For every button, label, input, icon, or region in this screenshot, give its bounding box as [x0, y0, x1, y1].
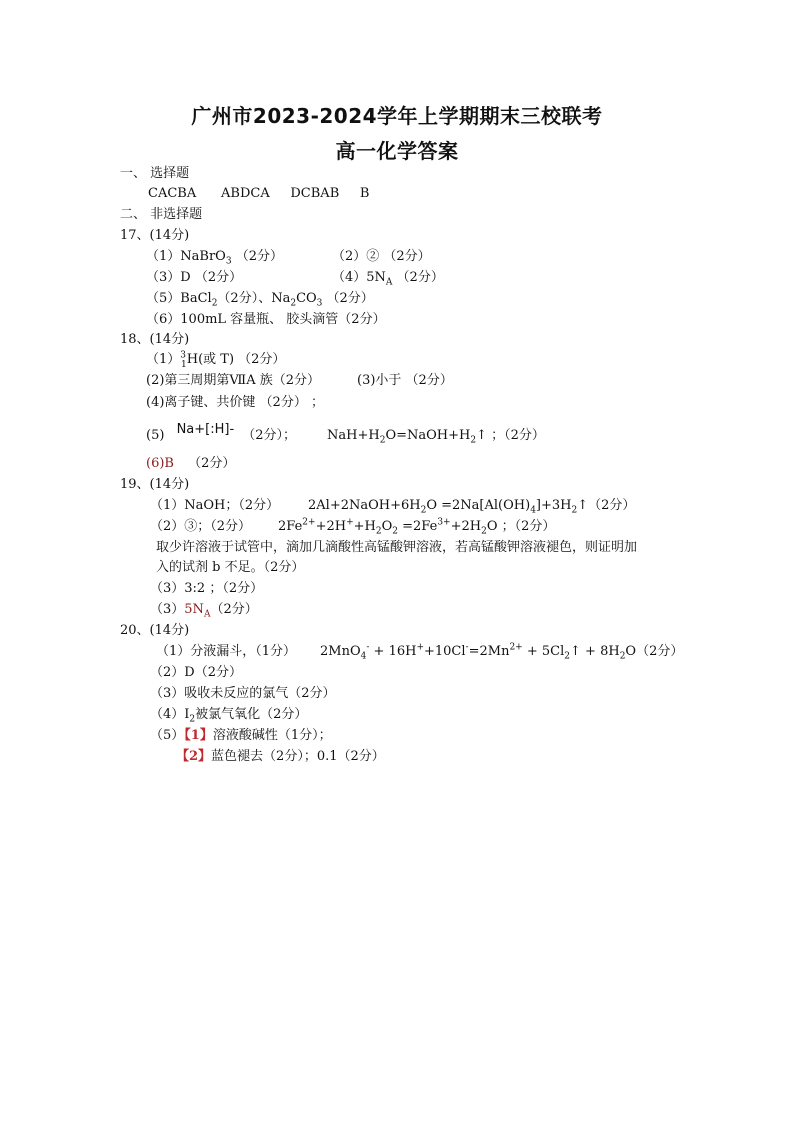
- bracket-label: 【2】: [176, 749, 212, 764]
- q19-equation1: [308, 498, 635, 514]
- sup: -: [366, 642, 370, 653]
- text: 被氯气氧化（2分）: [195, 707, 308, 722]
- text: NaH+H: [327, 428, 380, 443]
- choice-answers: CACBA ABDCA DCBAB B: [148, 186, 370, 201]
- text: （2分）；: [242, 428, 297, 443]
- text: ]+3H: [535, 498, 572, 513]
- text: =2Mn: [468, 644, 510, 659]
- q18-part5: [146, 422, 297, 444]
- sup: 3+: [437, 517, 451, 528]
- sub: 2: [571, 505, 578, 516]
- text: （2分）: [392, 270, 444, 285]
- q18-label: 18、(14分): [120, 332, 190, 347]
- q18-part6: [146, 456, 235, 472]
- document-title: 广州市2023-2024学年上学期期末三校联考: [191, 104, 603, 128]
- text: O=NaOH+H: [385, 428, 471, 443]
- sub: 1: [181, 359, 187, 370]
- text: （2分）: [183, 456, 236, 471]
- q19-equation2: [278, 519, 555, 535]
- text: +10Cl: [424, 644, 466, 659]
- sup: +: [346, 517, 354, 528]
- sup: 2+: [509, 642, 523, 653]
- text: +2H: [315, 519, 347, 534]
- text: CO: [296, 291, 317, 306]
- text: O ；（2分）: [486, 519, 556, 534]
- sub: 2: [375, 526, 382, 537]
- sub: 2: [564, 651, 571, 662]
- text: （2分）: [210, 602, 258, 617]
- text: 5N: [184, 602, 204, 617]
- text: （4）I: [150, 707, 190, 722]
- q20-part2: （2）D（2分）: [150, 665, 242, 680]
- sub: 2: [481, 526, 487, 537]
- text: （4）5N: [332, 270, 386, 285]
- q17-part3: （3）D （2分）: [146, 270, 243, 285]
- sub: 2: [420, 505, 427, 516]
- sub: 4: [530, 505, 536, 516]
- q19-part1: （1）NaOH；（2分）: [150, 498, 280, 513]
- text: (6)B: [146, 456, 174, 471]
- q18-part4: (4)离子键、共价键 （2分） ；: [146, 395, 324, 410]
- section2-heading: 二、 非选择题: [120, 207, 203, 222]
- sub: A: [385, 277, 393, 288]
- text: ↑ + 8H: [570, 644, 620, 659]
- q20-part5: [150, 728, 332, 744]
- q18-equation: [327, 428, 545, 444]
- sup: 3: [180, 350, 187, 361]
- text: 蓝色褪去（2分）；0.1（2分）: [211, 749, 385, 764]
- text: （1）NaBrO: [146, 249, 226, 264]
- sub: 2: [379, 435, 386, 446]
- text: 2Fe: [278, 519, 303, 534]
- q19-part2: （2）③；（2分）: [150, 519, 252, 534]
- text: +H: [353, 519, 376, 534]
- text: =2Fe: [398, 519, 438, 534]
- q19-explanation-line2: 入的试剂 b 不足。（2分）: [156, 560, 305, 575]
- q17-part2: （2）② （2分）: [332, 249, 431, 264]
- text: 2Al+2NaOH+6H: [308, 498, 421, 513]
- q18-part1: [146, 352, 285, 368]
- sub: 3: [225, 256, 232, 267]
- text: ↑ ；（2分）: [476, 428, 545, 443]
- sub: 4: [360, 651, 367, 662]
- text: （1）: [146, 352, 181, 367]
- sup: +: [416, 642, 424, 653]
- text: （5）: [150, 728, 185, 743]
- q19-part3: （3）3:2 ；（2分）: [150, 581, 264, 596]
- q20-part1: （1）分液漏斗，（1分）: [156, 644, 297, 659]
- sub: 3: [316, 298, 323, 309]
- q19-label: 19、(14分): [120, 477, 190, 492]
- sup: 2+: [302, 517, 316, 528]
- q20-equation: [320, 644, 683, 660]
- text: ↑（2分）: [577, 498, 636, 513]
- q17-part1: [146, 249, 283, 265]
- q17-part4: [332, 270, 444, 286]
- sub: 2: [189, 714, 196, 725]
- text: 2MnO: [320, 644, 361, 659]
- text: （5）BaCl: [146, 291, 212, 306]
- q18-part3: (3)小于 （2分）: [357, 373, 453, 388]
- text: （3）: [150, 602, 185, 617]
- sub: 2: [290, 298, 297, 309]
- q20-part3: （3）吸收未反应的氯气（2分）: [150, 686, 336, 701]
- bracket-label: 【1】: [184, 728, 213, 743]
- q20-part5-2: [176, 749, 385, 765]
- nah-electron-formula: Na+[:H]-: [176, 422, 235, 437]
- text: H(或 T) （2分）: [186, 352, 286, 367]
- q17-part5: [146, 291, 374, 307]
- text: （2分）: [322, 291, 374, 306]
- text: + 5Cl: [522, 644, 565, 659]
- sub: A: [203, 609, 211, 620]
- q20-label: 20、(14分): [120, 623, 190, 638]
- text: (5): [146, 428, 165, 443]
- sub: 2: [211, 298, 218, 309]
- text: （2分）、Na: [217, 291, 291, 306]
- sub: 2: [392, 526, 398, 537]
- document-subtitle: 高一化学答案: [335, 139, 459, 163]
- sub: 2: [619, 651, 626, 662]
- text: + 16H: [369, 644, 417, 659]
- q19-explanation-line1: 取少许溶液于试管中，滴加几滴酸性高锰酸钾溶液，若高锰酸钾溶液褪色，则证明加: [156, 540, 638, 555]
- q17-part6: （6）100mL 容量瓶、 胶头滴管（2分）: [146, 312, 386, 327]
- text: O: [381, 519, 393, 534]
- q17-label: 17、(14分): [120, 228, 190, 243]
- section1-heading: 一、 选择题: [120, 166, 190, 181]
- text: （2分）: [231, 249, 283, 264]
- text: +2H: [450, 519, 482, 534]
- sub: 2: [470, 435, 477, 446]
- text: O（2分）: [625, 644, 684, 659]
- q18-part2: (2)第三周期第ⅦA 族（2分）: [146, 373, 320, 388]
- q20-part4: [150, 707, 307, 723]
- sup: -: [465, 642, 469, 653]
- text: 溶液酸碱性（1分）；: [212, 728, 332, 743]
- text: O =2Na[Al(OH): [426, 498, 531, 513]
- q19-part4: [150, 602, 258, 618]
